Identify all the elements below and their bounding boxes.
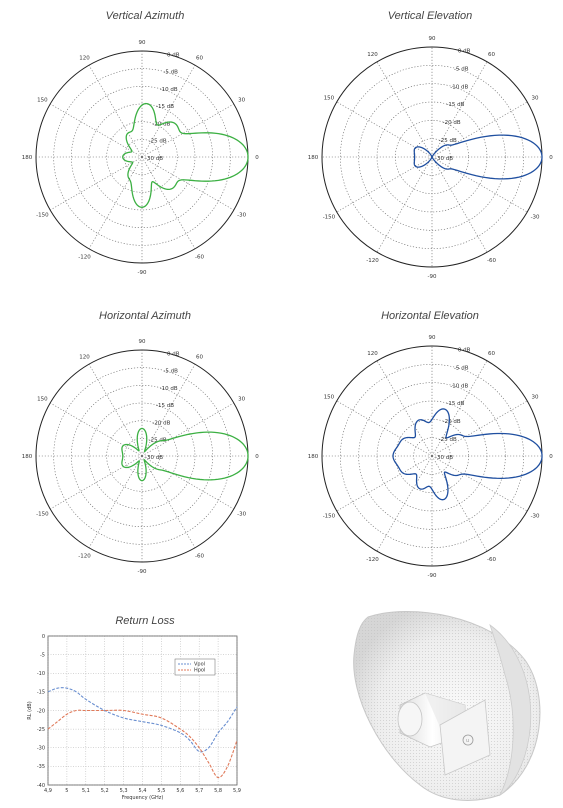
polar-angle-label: 120 bbox=[79, 55, 90, 62]
rl-y-tick-label: -25 bbox=[36, 726, 45, 733]
polar-grid-spoke bbox=[89, 65, 142, 157]
polar-angle-label: 90 bbox=[138, 339, 146, 345]
polar-grid-spoke bbox=[337, 401, 432, 456]
polar-radius-label: -20 dB bbox=[442, 419, 461, 426]
polar-grid-spoke bbox=[142, 157, 195, 249]
polar-angle-label: 60 bbox=[196, 354, 203, 361]
polar-grid-spoke bbox=[432, 102, 527, 157]
polar-grid-spoke bbox=[50, 403, 142, 456]
polar-radius-label: -15 dB bbox=[156, 403, 175, 410]
antenna-product-image bbox=[340, 605, 563, 805]
polar-grid-spoke bbox=[337, 157, 432, 212]
polar-grid-spoke bbox=[142, 456, 195, 548]
rl-legend-label: Hpol bbox=[194, 667, 206, 674]
rl-x-tick-label: 5 bbox=[65, 788, 69, 794]
polar-radius-label: 0 dB bbox=[167, 351, 180, 358]
polar-chart-1 bbox=[308, 36, 554, 280]
rl-x-tick-label: 5,4 bbox=[138, 788, 147, 794]
polar-radius-label: -10 dB bbox=[159, 86, 178, 93]
polar-radius-label: -25 dB bbox=[438, 437, 457, 444]
polar-angle-label: -30 bbox=[530, 214, 540, 221]
polar-angle-label: -150 bbox=[322, 214, 336, 221]
polar-grid-spoke bbox=[432, 456, 527, 511]
polar-grid-spoke bbox=[432, 456, 487, 551]
chart-title-horizontal-azimuth: Horizontal Azimuth bbox=[99, 310, 191, 322]
polar-radius-label: -30 dB bbox=[435, 455, 453, 461]
polar-angle-label: 0 bbox=[549, 454, 553, 460]
polar-grid-spoke bbox=[337, 456, 432, 511]
polar-angle-label: -30 bbox=[530, 513, 540, 520]
polar-angle-label: 0 bbox=[255, 454, 259, 460]
polar-angle-label: -150 bbox=[36, 212, 49, 219]
rl-x-tick-label: 5,8 bbox=[214, 788, 223, 794]
rl-legend bbox=[175, 659, 215, 675]
polar-angle-label: -120 bbox=[366, 258, 379, 265]
chart-title-vertical-azimuth: Vertical Azimuth bbox=[105, 10, 185, 22]
polar-grid-spoke bbox=[89, 456, 142, 548]
polar-angle-label: 30 bbox=[531, 95, 539, 102]
polar-angle-label: 180 bbox=[21, 454, 33, 460]
polar-radius-label: 0 dB bbox=[167, 52, 180, 59]
polar-angle-label: -90 bbox=[427, 573, 437, 579]
return-loss-chart bbox=[27, 634, 241, 801]
rl-y-tick-label: 0 bbox=[41, 633, 45, 640]
rl-legend-label: Vpol bbox=[194, 661, 206, 668]
polar-angle-label: 0 bbox=[255, 155, 259, 161]
polar-angle-label: -90 bbox=[137, 569, 147, 575]
polar-radius-label: -5 dB bbox=[163, 368, 178, 375]
polar-angle-label: -30 bbox=[237, 212, 247, 219]
polar-angle-label: 30 bbox=[238, 97, 246, 104]
polar-angle-label: 120 bbox=[367, 350, 378, 357]
polar-angle-label: 60 bbox=[488, 350, 495, 357]
polar-radius-label: -30 dB bbox=[435, 156, 453, 162]
rl-x-tick-label: 5,3 bbox=[119, 788, 128, 794]
polar-angle-label: -150 bbox=[322, 513, 336, 520]
polar-chart-3 bbox=[308, 335, 554, 579]
polar-chart-2 bbox=[22, 339, 260, 575]
polar-radius-label: -25 dB bbox=[148, 138, 167, 145]
polar-grid-spoke bbox=[377, 157, 432, 252]
polar-angle-label: 60 bbox=[488, 51, 495, 58]
polar-grid-spoke bbox=[50, 104, 142, 157]
polar-angle-label: -120 bbox=[78, 254, 91, 261]
polar-angle-label: -90 bbox=[427, 274, 437, 280]
polar-angle-label: 150 bbox=[37, 396, 48, 403]
polar-pattern-curve bbox=[123, 104, 248, 208]
polar-radius-label: -15 dB bbox=[156, 104, 175, 111]
rl-x-tick-label: 5,7 bbox=[195, 788, 204, 794]
polar-radius-label: -20 dB bbox=[152, 420, 171, 427]
polar-radius-label: -10 dB bbox=[450, 84, 469, 91]
rl-y-tick-label: -15 bbox=[36, 689, 45, 696]
rl-x-axis-label: Frequency (GHz) bbox=[121, 795, 164, 801]
rl-x-tick-label: 5,1 bbox=[81, 788, 90, 794]
rl-x-tick-label: 5,5 bbox=[157, 788, 166, 794]
polar-angle-label: -60 bbox=[195, 254, 204, 261]
rl-y-tick-label: -10 bbox=[36, 671, 45, 678]
polar-radius-label: -5 dB bbox=[454, 66, 469, 73]
polar-radius-label: -15 dB bbox=[446, 401, 465, 408]
polar-radius-label: -10 dB bbox=[159, 385, 178, 392]
rl-x-tick-label: 5,9 bbox=[233, 788, 241, 794]
polar-radius-label: -15 dB bbox=[446, 102, 465, 109]
polar-angle-label: 90 bbox=[428, 335, 436, 341]
rl-x-tick-label: 5,6 bbox=[176, 788, 185, 794]
polar-angle-label: -60 bbox=[487, 258, 496, 265]
polar-angle-label: -60 bbox=[487, 557, 496, 564]
rl-y-tick-label: -30 bbox=[36, 745, 45, 752]
polar-radius-label: -25 dB bbox=[438, 138, 457, 145]
rl-y-tick-label: -40 bbox=[36, 782, 45, 789]
polar-angle-label: 30 bbox=[238, 396, 246, 403]
polar-radius-label: -25 dB bbox=[148, 437, 167, 444]
polar-grid-spoke bbox=[377, 62, 432, 157]
polar-grid-spoke bbox=[337, 102, 432, 157]
polar-grid-spoke bbox=[89, 364, 142, 456]
rl-x-tick-label: 5,2 bbox=[100, 788, 109, 794]
polar-angle-label: 120 bbox=[367, 51, 378, 58]
polar-angle-label: 0 bbox=[549, 155, 553, 161]
polar-angle-label: 150 bbox=[323, 95, 335, 102]
polar-pattern-curve bbox=[393, 409, 542, 500]
polar-radius-label: -5 dB bbox=[454, 365, 469, 372]
polar-angle-label: 30 bbox=[531, 394, 539, 401]
polar-grid-spoke bbox=[142, 403, 234, 456]
polar-angle-label: -120 bbox=[366, 557, 379, 564]
polar-angle-label: 120 bbox=[79, 354, 90, 361]
rl-y-tick-label: -35 bbox=[36, 764, 45, 771]
polar-angle-label: 150 bbox=[323, 394, 335, 401]
polar-angle-label: 180 bbox=[307, 454, 319, 460]
polar-chart-0 bbox=[22, 40, 260, 276]
chart-title-return-loss: Return Loss bbox=[115, 615, 175, 627]
polar-grid-spoke bbox=[432, 157, 527, 212]
polar-angle-label: 150 bbox=[37, 97, 48, 104]
polar-grid-spoke bbox=[89, 157, 142, 249]
polar-angle-label: -120 bbox=[78, 553, 91, 560]
polar-angle-label: -60 bbox=[195, 553, 204, 560]
rl-x-tick-label: 4,9 bbox=[44, 788, 52, 794]
svg-text:u: u bbox=[466, 738, 470, 744]
polar-angle-label: 180 bbox=[21, 155, 33, 161]
polar-grid-spoke bbox=[142, 104, 234, 157]
polar-radius-label: -10 dB bbox=[450, 383, 469, 390]
polar-angle-label: -150 bbox=[36, 511, 49, 518]
polar-grid-spoke bbox=[377, 361, 432, 456]
polar-angle-label: -30 bbox=[237, 511, 247, 518]
polar-radius-label: 0 dB bbox=[457, 48, 471, 55]
polar-angle-label: 90 bbox=[138, 40, 146, 46]
polar-angle-label: 60 bbox=[196, 55, 203, 62]
polar-radius-label: -20 dB bbox=[442, 120, 461, 127]
polar-radius-label: -30 dB bbox=[145, 455, 163, 461]
polar-angle-label: -90 bbox=[137, 270, 147, 276]
polar-radius-label: 0 dB bbox=[457, 347, 471, 354]
chart-title-horizontal-elevation: Horizontal Elevation bbox=[381, 310, 479, 322]
chart-title-vertical-elevation: Vertical Elevation bbox=[387, 10, 473, 22]
rl-y-tick-label: -5 bbox=[40, 652, 45, 659]
polar-radius-label: -30 dB bbox=[145, 156, 163, 162]
polar-pattern-curve bbox=[122, 428, 248, 480]
rl-y-tick-label: -20 bbox=[36, 708, 45, 715]
polar-radius-label: -5 dB bbox=[163, 69, 178, 76]
rl-y-axis-label: RL (dB) bbox=[27, 701, 33, 720]
polar-grid-spoke bbox=[377, 456, 432, 551]
polar-angle-label: 180 bbox=[307, 155, 319, 161]
polar-radius-label: -20 dB bbox=[152, 121, 171, 128]
polar-angle-label: 90 bbox=[428, 36, 436, 42]
